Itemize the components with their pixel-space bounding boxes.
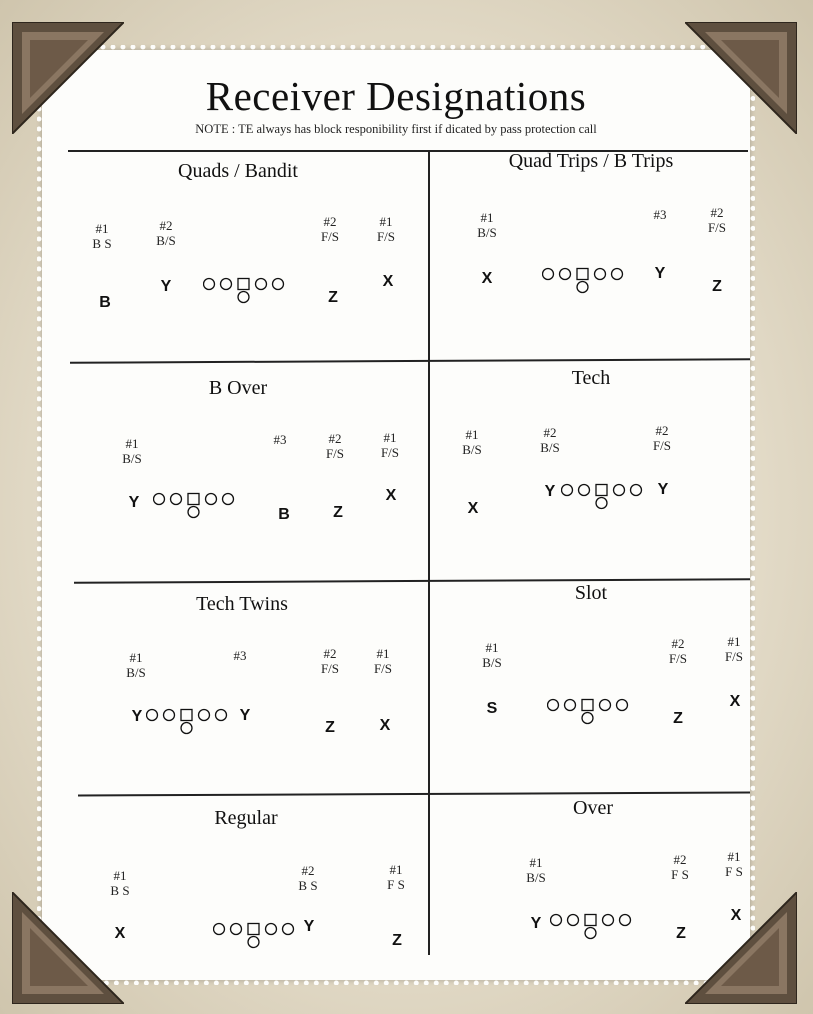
receiver-position: X [730, 907, 742, 924]
document-page [42, 50, 750, 980]
coverage-label: #1 B/S [526, 855, 546, 885]
coverage-label: #1 B/S [482, 640, 502, 670]
offensive-line-icon [547, 698, 631, 726]
coverage-label: #2 B/S [156, 218, 176, 248]
receiver-position: X [385, 487, 397, 504]
coverage-label: #1 B S [110, 868, 130, 898]
formation-title: Slot [574, 582, 608, 604]
coverage-label: #2 B/S [540, 425, 560, 455]
coverage-label: #1 F/S [724, 634, 744, 664]
offensive-line-icon [542, 267, 626, 295]
receiver-position: X [114, 925, 126, 942]
coverage-label: #1 F S [387, 862, 405, 892]
coverage-label: #3 [653, 207, 667, 222]
coverage-label: #1 F S [725, 849, 743, 879]
receiver-position: X [729, 693, 741, 710]
receiver-position: X [382, 273, 394, 290]
photo-corner-bottom-left [12, 892, 124, 1004]
receiver-position: Y [544, 483, 556, 500]
coverage-label: #2 F/S [320, 214, 340, 244]
photo-corner-top-left [12, 22, 124, 134]
formation-title: Regular [214, 807, 278, 829]
receiver-position: Z [712, 278, 722, 295]
receiver-position: X [481, 270, 493, 287]
formation-title: B Over [208, 377, 268, 399]
receiver-position: Y [654, 265, 666, 282]
coverage-label: #2 F/S [325, 431, 345, 461]
receiver-position: X [467, 500, 479, 517]
receiver-position: S [486, 700, 498, 717]
receiver-position: Y [128, 494, 140, 511]
vertical-divider [428, 150, 430, 955]
coverage-label: #1 F/S [376, 214, 396, 244]
document-note: NOTE : TE always has block responibility first if dicated by pass protection call [195, 122, 597, 136]
receiver-position: Y [160, 278, 172, 295]
receiver-position: Z [325, 719, 335, 736]
coverage-label: #1 B/S [477, 210, 497, 240]
formation-panel-slot [432, 580, 750, 780]
formation-panel-b-over [68, 372, 408, 572]
document-title: Receiver Designations [205, 73, 587, 119]
photo-corner-bottom-right [685, 892, 797, 1004]
coverage-label: #3 [273, 432, 287, 447]
receiver-position: Z [673, 710, 683, 727]
receiver-position: Y [239, 707, 251, 724]
receiver-position: Y [530, 915, 542, 932]
receiver-position: Z [328, 289, 338, 306]
receiver-position: Y [303, 918, 315, 935]
coverage-label: #2 F/S [320, 646, 340, 676]
formation-title: Tech Twins [196, 593, 288, 615]
formation-panel-tech-twins [72, 590, 412, 790]
formation-title: Tech [571, 367, 611, 389]
receiver-position: Y [657, 481, 669, 498]
coverage-label: #1 B S [92, 221, 112, 251]
formation-title: Over [573, 797, 613, 819]
offensive-line-icon [203, 277, 287, 305]
coverage-label: #2 F S [671, 852, 689, 882]
photo-corner-top-right [685, 22, 797, 134]
coverage-label: #3 [233, 648, 247, 663]
formation-panel-tech [432, 365, 750, 565]
coverage-label: #1 B/S [126, 650, 146, 680]
offensive-line-icon [561, 483, 645, 511]
row-divider-1 [70, 358, 750, 363]
coverage-label: #1 F/S [373, 646, 393, 676]
receiver-position: Z [333, 504, 343, 521]
coverage-label: #2 F/S [707, 205, 727, 235]
receiver-position: B [99, 294, 111, 311]
coverage-label: #1 B/S [122, 436, 142, 466]
formation-title: Quad Trips / B Trips [508, 150, 674, 172]
formation-panel-quads-bandit [68, 155, 408, 355]
formation-title: Quads / Bandit [178, 160, 298, 182]
offensive-line-icon [153, 492, 237, 520]
receiver-position: B [278, 506, 290, 523]
offensive-line-icon [146, 708, 230, 736]
formation-panel-regular [76, 805, 416, 975]
receiver-position: X [379, 717, 391, 734]
coverage-label: #1 F/S [380, 430, 400, 460]
coverage-label: #2 F/S [652, 423, 672, 453]
receiver-position: Z [676, 925, 686, 942]
receiver-position: Y [131, 708, 143, 725]
formation-panel-quad-trips [432, 145, 750, 345]
receiver-position: Z [392, 932, 402, 949]
offensive-line-icon [550, 913, 634, 941]
coverage-label: #1 B/S [462, 427, 482, 457]
offensive-line-icon [213, 922, 297, 950]
coverage-label: #2 F/S [668, 636, 688, 666]
coverage-label: #2 B S [298, 863, 318, 893]
